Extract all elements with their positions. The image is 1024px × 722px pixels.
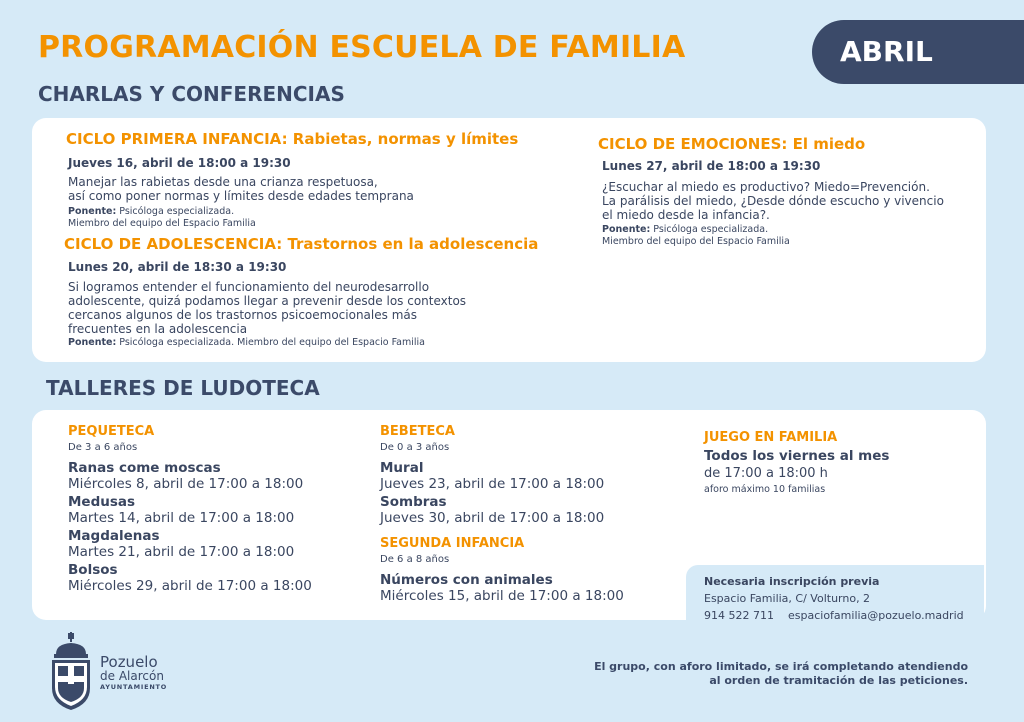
cycle-description: Manejar las rabietas desde una crianza respetuosa, así como poner normas y límites desde edades temprana xyxy=(68,175,414,203)
cycle-speaker: Ponente: Psicóloga especializada. Miembro del equipo del Espacio Familia xyxy=(68,206,256,229)
cycle-title-early-childhood: CICLO PRIMERA INFANCIA: Rabietas, normas y límites xyxy=(66,130,519,148)
workshops-section-title: TALLERES DE LUDOTECA xyxy=(46,376,320,400)
pequeteca-activities xyxy=(68,460,312,594)
city-crest-logo xyxy=(48,632,94,712)
juego-familia-title: JUEGO EN FAMILIA xyxy=(704,430,838,445)
activity-item: Magdalenas Martes 21, abril de 17:00 a 18:00 xyxy=(68,528,295,560)
cycle-title-adolescence: CICLO DE ADOLESCENCIA: Trastornos en la adolescencia xyxy=(64,235,539,253)
city-logo-text: Pozuelo de Alarcón AYUNTAMIENTO xyxy=(100,653,168,691)
registration-phone: 914 522 711 xyxy=(704,609,774,622)
talks-section-title: CHARLAS Y CONFERENCIAS xyxy=(38,82,345,106)
cycle-description: ¿Escuchar al miedo es productivo? Miedo=Prevención. La parálisis del miedo, ¿Desde dónde escucho y vivencio el miedo desde la infancia?. xyxy=(602,180,944,222)
cycle-date: Lunes 27, abril de 18:00 a 19:30 xyxy=(602,159,821,173)
month-tab: ABRIL xyxy=(812,20,1024,84)
segunda-infancia-activities xyxy=(380,572,624,604)
activity-item: Números con animales Miércoles 15, abril de 17:00 a 18:00 xyxy=(380,572,624,604)
registration-box xyxy=(686,565,984,633)
footnote: El grupo, con aforo limitado, se irá completando atendiendo al orden de tramitación de las peticiones. xyxy=(594,660,968,687)
juego-familia-schedule: Todos los viernes al mes xyxy=(704,448,890,464)
bebeteca-activities xyxy=(380,460,604,526)
activity-item: Ranas come moscas Miércoles 8, abril de 17:00 a 18:00 xyxy=(68,460,304,492)
juego-familia-time: de 17:00 a 18:00 h xyxy=(704,466,828,481)
activity-item: Mural Jueves 23, abril de 17:00 a 18:00 xyxy=(380,460,605,492)
registration-title: Necesaria inscripción previa xyxy=(704,575,880,588)
cycle-description: Si logramos entender el funcionamiento del neurodesarrollo adolescente, quizá podamos llegar a prevenir desde los contextos cercanos algunos de los trastornos psicoemocionales más frecuentes en la adolescencia xyxy=(68,280,467,336)
juego-familia-capacity: aforo máximo 10 familias xyxy=(704,484,826,495)
registration-email: espaciofamilia@pozuelo.madrid xyxy=(788,609,964,622)
bebeteca-age: De 0 a 3 años xyxy=(380,442,450,453)
talks-card xyxy=(32,118,986,362)
cycle-date: Jueves 16, abril de 18:00 a 19:30 xyxy=(68,156,291,170)
pequeteca-age: De 3 a 6 años xyxy=(68,442,138,453)
segunda-infancia-title: SEGUNDA INFANCIA xyxy=(380,536,525,551)
pequeteca-title: PEQUETECA xyxy=(68,424,155,439)
page-title: PROGRAMACIÓN ESCUELA DE FAMILIA xyxy=(38,30,686,65)
activity-item: Medusas Martes 14, abril de 17:00 a 18:00 xyxy=(68,494,295,526)
cycle-date: Lunes 20, abril de 18:30 a 19:30 xyxy=(68,260,287,274)
cycle-title-emotions: CICLO DE EMOCIONES: El miedo xyxy=(598,135,866,153)
registration-address: Espacio Familia, C/ Volturno, 2 xyxy=(704,592,871,605)
activity-item: Sombras Jueves 30, abril de 17:00 a 18:00 xyxy=(380,494,605,526)
segunda-infancia-age: De 6 a 8 años xyxy=(380,554,450,565)
bebeteca-title: BEBETECA xyxy=(380,424,455,439)
cycle-speaker: Ponente: Psicóloga especializada. Miembro del equipo del Espacio Familia xyxy=(602,224,790,247)
activity-item: Bolsos Miércoles 29, abril de 17:00 a 18:00 xyxy=(68,562,312,594)
cycle-speaker: Ponente: Psicóloga especializada. Miembro del equipo del Espacio Familia xyxy=(68,337,425,348)
